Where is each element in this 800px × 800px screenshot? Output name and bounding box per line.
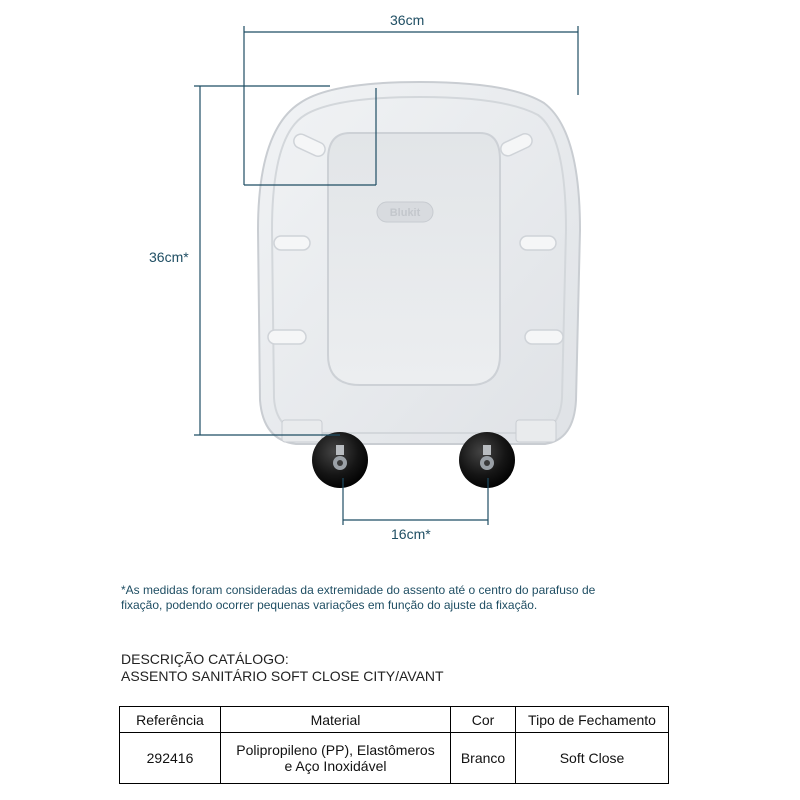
fixing-knob-right [459, 432, 515, 488]
column-header-reference: Referência [120, 707, 221, 733]
column-header-material: Material [221, 707, 451, 733]
toilet-seat-lid [258, 82, 580, 444]
cell-reference: 292416 [120, 733, 221, 784]
cell-color: Branco [451, 733, 516, 784]
table-row [120, 733, 669, 784]
brand-logo [377, 202, 433, 222]
catalog-title: ASSENTO SANITÁRIO SOFT CLOSE CITY/AVANT [121, 668, 444, 684]
spec-table [119, 706, 669, 784]
column-header-color: Cor [451, 707, 516, 733]
height-dimension-label: 36cm* [149, 249, 189, 265]
measurement-note: *As medidas foram consideradas da extremidade do assento até o centro do parafuso de fixação, podendo ocorrer pequenas variações em função do ajuste da fixação. [121, 583, 596, 612]
bolt-spacing-label: 16cm* [391, 526, 431, 542]
cell-closing-type: Soft Close [516, 733, 669, 784]
width-dimension-label: 36cm [390, 12, 425, 28]
table-header-row [120, 707, 669, 733]
catalog-description [121, 651, 444, 685]
svg-text:Blukit: Blukit [389, 207, 421, 219]
fixing-knob-left [312, 432, 368, 488]
column-header-closing-type: Tipo de Fechamento [516, 707, 669, 733]
catalog-heading: DESCRIÇÃO CATÁLOGO: [121, 651, 289, 667]
cell-material: Polipropileno (PP), Elastômeros e Aço Inoxidável [221, 733, 451, 784]
